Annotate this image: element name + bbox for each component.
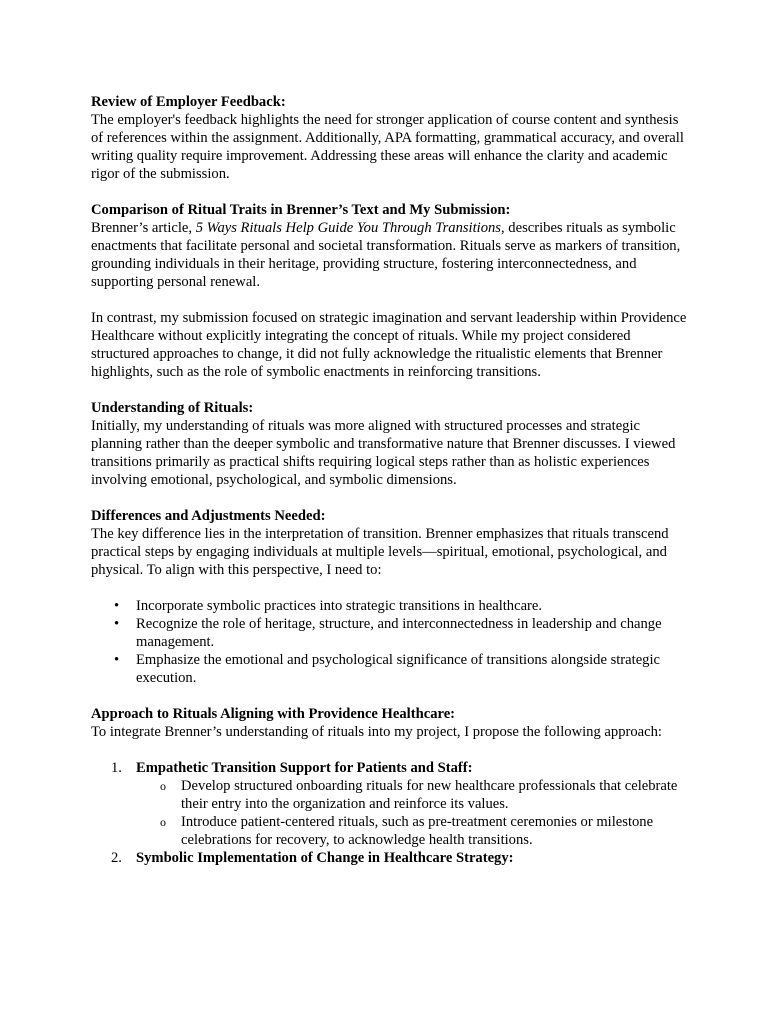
article-title: 5 Ways Rituals Help Guide You Through Transitions	[195, 220, 501, 236]
section-heading-differences: Differences and Adjustments Needed:	[91, 508, 326, 524]
sub-list-item	[136, 813, 691, 849]
list-item	[91, 597, 691, 615]
numbered-item-title: Empathetic Transition Support for Patients and Staff:	[136, 760, 473, 776]
list-item	[91, 651, 691, 687]
sub-list	[136, 777, 691, 849]
hollow-bullet-icon: o	[160, 815, 166, 829]
section-heading-understanding: Understanding of Rituals:	[91, 400, 254, 416]
section-approach	[91, 705, 691, 867]
paragraph-comparison-1-intro: Brenner’s article,	[91, 220, 196, 236]
item-number: 1.	[111, 760, 122, 776]
paragraph-comparison-2: In contrast, my submission focused on strategic imagination and servant leadership within Providence Healthcare without explicitly integrating the concept of rituals. While my project considered structured approaches to change, it did not fully acknowledge the ritualistic elements that Brenner highlights, such as the role of symbolic enactments in reinforcing transitions.	[91, 310, 687, 380]
section-heading-review: Review of Employer Feedback:	[91, 94, 286, 110]
bullet-icon: •	[114, 616, 120, 632]
sub-list-item-text: Develop structured onboarding rituals for new healthcare professionals that celebrate their entry into the organization and reinforce its values.	[181, 778, 678, 812]
numbered-item	[91, 849, 691, 867]
section-differences	[91, 507, 691, 687]
section-understanding	[91, 399, 691, 489]
section-review	[91, 93, 691, 183]
document-body	[91, 93, 691, 867]
numbered-item	[91, 759, 691, 849]
paragraph-review: The employer's feedback highlights the need for stronger application of course content and synthesis of references within the assignment. Additionally, APA formatting, grammatical accuracy, and overall writing quality require improvement. Addressing these areas will enhance the clarity and academic rigor of the submission.	[91, 112, 684, 182]
list-item-text: Incorporate symbolic practices into strategic transitions in healthcare.	[136, 598, 543, 614]
sub-list-item-text: Introduce patient-centered rituals, such as pre-treatment ceremonies or milestone celebrations for recovery, to acknowledge health transitions.	[181, 814, 654, 848]
section-heading-approach: Approach to Rituals Aligning with Providence Healthcare:	[91, 706, 456, 722]
section-heading-comparison: Comparison of Ritual Traits in Brenner’s Text and My Submission:	[91, 202, 511, 218]
hollow-bullet-icon: o	[160, 779, 166, 793]
numbered-item-title: Symbolic Implementation of Change in Healthcare Strategy:	[136, 850, 514, 866]
paragraph-approach: To integrate Brenner’s understanding of rituals into my project, I propose the following approach:	[91, 724, 662, 740]
paragraph-differences: The key difference lies in the interpretation of transition. Brenner emphasizes that rituals transcend practical steps by engaging individuals at multiple levels—spiritual, emotional, psychological, and physical. To align with this perspective, I need to:	[91, 526, 669, 578]
approach-steps-list	[91, 759, 691, 867]
bullet-icon: •	[114, 652, 120, 668]
list-item-text: Emphasize the emotional and psychological significance of transitions alongside strategic execution.	[136, 652, 661, 686]
paragraph-comparison-1	[91, 219, 691, 291]
bullet-icon: •	[114, 598, 120, 614]
list-item	[91, 615, 691, 651]
item-number: 2.	[111, 850, 122, 866]
paragraph-understanding: Initially, my understanding of rituals was more aligned with structured processes and strategic planning rather than the deeper symbolic and transformative nature that Brenner discusses. I viewed transitions primarily as practical shifts requiring logical steps rather than as holistic experiences involving emotional, psychological, and symbolic dimensions.	[91, 418, 676, 488]
paragraph-comparison-1-rest: , describes rituals as symbolic enactments that facilitate personal and societal transformation. Rituals serve as markers of transition, grounding individuals in their heritage, providing structure, fostering interconnectedness, and supporting personal renewal.	[91, 220, 681, 290]
adjustments-list	[91, 597, 691, 687]
sub-list-item	[136, 777, 691, 813]
list-item-text: Recognize the role of heritage, structure, and interconnectedness in leadership and change management.	[136, 616, 662, 650]
section-comparison	[91, 201, 691, 381]
